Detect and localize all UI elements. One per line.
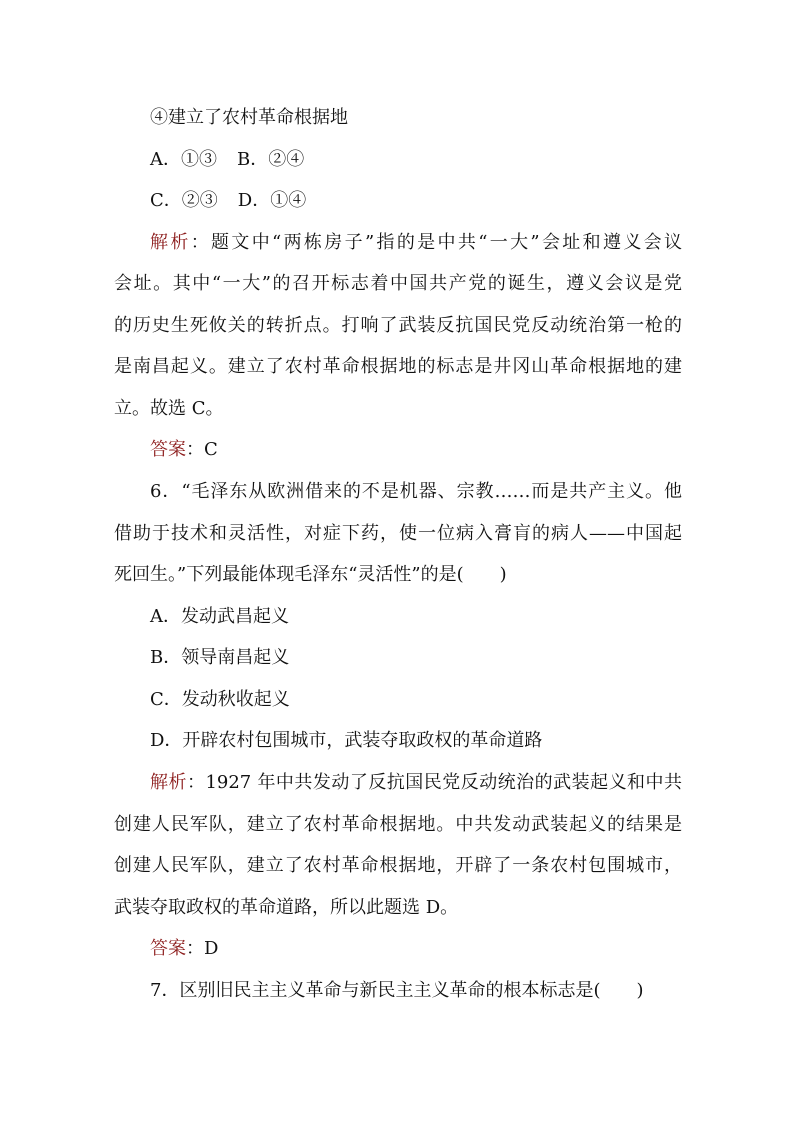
q5-analysis-line-4: 是南昌起义。建立了农村革命根据地的标志是井冈山革命根据地的建 [114, 356, 682, 377]
q6-analysis-text-1: ：1927 年中共发动了反抗国民党反动统治的武装起义和中共 [186, 772, 683, 793]
q6-option-b: B．领导南昌起义 [150, 647, 290, 668]
q5-analysis-text-1: ：题文中“两栋房子”指的是中共“一大”会址和遵义会议 [190, 232, 683, 253]
q6-answer [150, 937, 718, 961]
q5-option-4: ④建立了农村革命根据地 [150, 107, 348, 128]
q5-choice-a: A．①③ [150, 149, 217, 170]
q5-analysis-line-5: 立。故选 C。 [114, 398, 224, 419]
q6-analysis-line-4: 武装夺取政权的革命道路，所以此题选 D。 [114, 897, 459, 918]
q6-answer-label: 答案 [150, 938, 186, 959]
q5-analysis-line-2: 会址。其中“一大”的召开标志着中国共产党的诞生，遵义会议是党 [114, 273, 682, 294]
q6-option-d: D．开辟农村包围城市，武装夺取政权的革命道路 [150, 730, 543, 751]
q6-analysis-label: 解析 [150, 772, 187, 793]
q5-answer [150, 438, 718, 462]
q6-analysis-line-1 [150, 771, 682, 795]
q5-analysis-line-1 [150, 231, 682, 255]
q5-answer-label: 答案 [150, 439, 186, 460]
q5-answer-value: ：C [186, 439, 218, 460]
q5-analysis-label: 解析 [150, 232, 191, 253]
q6-option-c: C．发动秋收起义 [150, 689, 290, 710]
q5-analysis-line-3: 的历史生死攸关的转折点。打响了武装反抗国民党反动统治第一枪的 [114, 315, 682, 336]
q6-stem-line-3: 死回生。”下列最能体现毛泽东“灵活性”的是( ) [114, 564, 507, 585]
q6-option-a: A．发动武昌起义 [150, 606, 289, 627]
q5-choice-b: B．②④ [237, 149, 305, 170]
q6-analysis-line-2: 创建人民军队，建立了农村革命根据地。中共发动武装起义的结果是 [114, 814, 682, 835]
q5-choice-d: D．①④ [237, 190, 307, 211]
q7-stem: 7．区别旧民主主义革命与新民主主义革命的根本标志是( ) [150, 980, 644, 1001]
q5-choices-row-2 [150, 189, 718, 213]
q6-stem-line-1: 6．“毛泽东从欧洲借来的不是机器、宗教……而是共产主义。他 [150, 481, 682, 502]
q6-stem-line-2: 借助于技术和灵活性，对症下药，使一位病入膏肓的病人——中国起 [114, 523, 682, 544]
q6-answer-value: ：D [186, 938, 219, 959]
q6-analysis-line-3: 创建人民军队，建立了农村革命根据地，开辟了一条农村包围城市， [114, 855, 682, 876]
q5-choice-c: C．②③ [150, 190, 218, 211]
q5-choices-row-1 [150, 148, 718, 172]
